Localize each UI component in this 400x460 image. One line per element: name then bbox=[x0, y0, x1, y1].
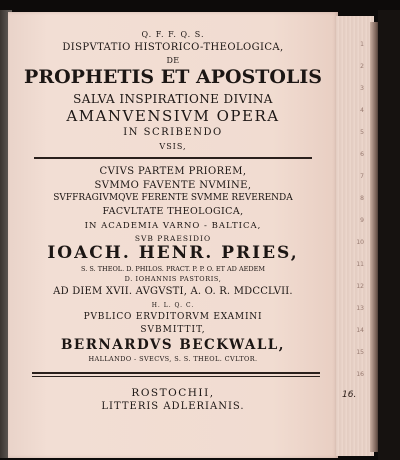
index-tab-mark: 15 bbox=[356, 349, 364, 356]
handwritten-number: 16. bbox=[342, 390, 357, 400]
index-tab-mark: 14 bbox=[356, 327, 364, 334]
respondent-title: HALLANDO - SVECVS, S. S. THEOL. CVLTOR. bbox=[88, 355, 258, 363]
subtitle-in-scribendo: IN SCRIBENDO bbox=[123, 127, 223, 138]
index-tab-mark: 12 bbox=[356, 283, 364, 290]
rule-bottom-thick bbox=[32, 372, 320, 374]
heading-dissertation: DISPVTATIO HISTORICO-THEOLOGICA, bbox=[62, 42, 284, 53]
subtitle-salva: SALVA INSPIRATIONE DIVINA bbox=[73, 92, 273, 106]
index-tab-mark: 9 bbox=[360, 217, 364, 224]
body-praesidio: SVB PRAESIDIO bbox=[134, 234, 212, 243]
index-tab-mark: 16 bbox=[356, 371, 364, 378]
public-examini: PVBLICO ERVDITORVM EXAMINI bbox=[83, 312, 263, 322]
index-tab-mark: 4 bbox=[360, 107, 364, 114]
index-tab-mark: 7 bbox=[360, 173, 364, 180]
public-submittit: SVBMITTIT, bbox=[140, 325, 206, 335]
respondent-name: BERNARDVS BECKWALL, bbox=[61, 337, 285, 353]
motto: Q. F. F. Q. S. bbox=[141, 30, 205, 39]
body-cuius: CVIVS PARTEM PRIOREM, bbox=[99, 166, 247, 177]
rule-bottom-thin bbox=[32, 376, 320, 377]
body-academia: IN ACADEMIA VARNO - BALTICA, bbox=[84, 221, 262, 231]
index-tab-mark: 5 bbox=[360, 129, 364, 136]
date-line: AD DIEM XVII. AVGVSTI, A. O. R. MDCCLVII. bbox=[53, 286, 293, 297]
index-tab-mark: 1 bbox=[360, 41, 364, 48]
praeses-name: IOACH. HENR. PRIES, bbox=[47, 243, 299, 263]
heading-de: DE bbox=[166, 56, 180, 65]
praeses-title-1: S. S. THEOL. D. PHILOS. PRACT. P. P. O. ET AD AEDEM bbox=[80, 265, 266, 273]
index-tab-mark: 3 bbox=[360, 85, 364, 92]
index-tab-mark: 13 bbox=[356, 305, 364, 312]
imprint-printer: LITTERIS ADLERIANIS. bbox=[101, 401, 245, 412]
body-facultate: FACVLTATE THEOLOGICA, bbox=[102, 206, 244, 217]
index-tab-mark: 11 bbox=[356, 261, 364, 268]
book-cover-edge bbox=[378, 10, 400, 460]
body-suffragium: SVFFRAGIVMQVE FERENTE SVMME REVERENDA bbox=[53, 193, 293, 203]
imprint-place: ROSTOCHII, bbox=[131, 387, 215, 399]
rule-top bbox=[34, 157, 312, 159]
subtitle-amanuensium: AMANVENSIVM OPERA bbox=[66, 107, 280, 125]
index-tab-mark: 6 bbox=[360, 151, 364, 158]
subtitle-usis: VSIS, bbox=[159, 142, 187, 151]
praeses-title-2: D. IOHANNIS PASTORIS, bbox=[124, 275, 222, 283]
index-tab-mark: 8 bbox=[360, 195, 364, 202]
index-tab-mark: 2 bbox=[360, 63, 364, 70]
index-tab-mark: 10 bbox=[356, 239, 364, 246]
main-title: PROPHETIS ET APOSTOLIS bbox=[24, 66, 322, 88]
place-time: H. L. Q. C. bbox=[151, 302, 195, 309]
body-summo: SVMMO FAVENTE NVMINE, bbox=[94, 180, 252, 191]
